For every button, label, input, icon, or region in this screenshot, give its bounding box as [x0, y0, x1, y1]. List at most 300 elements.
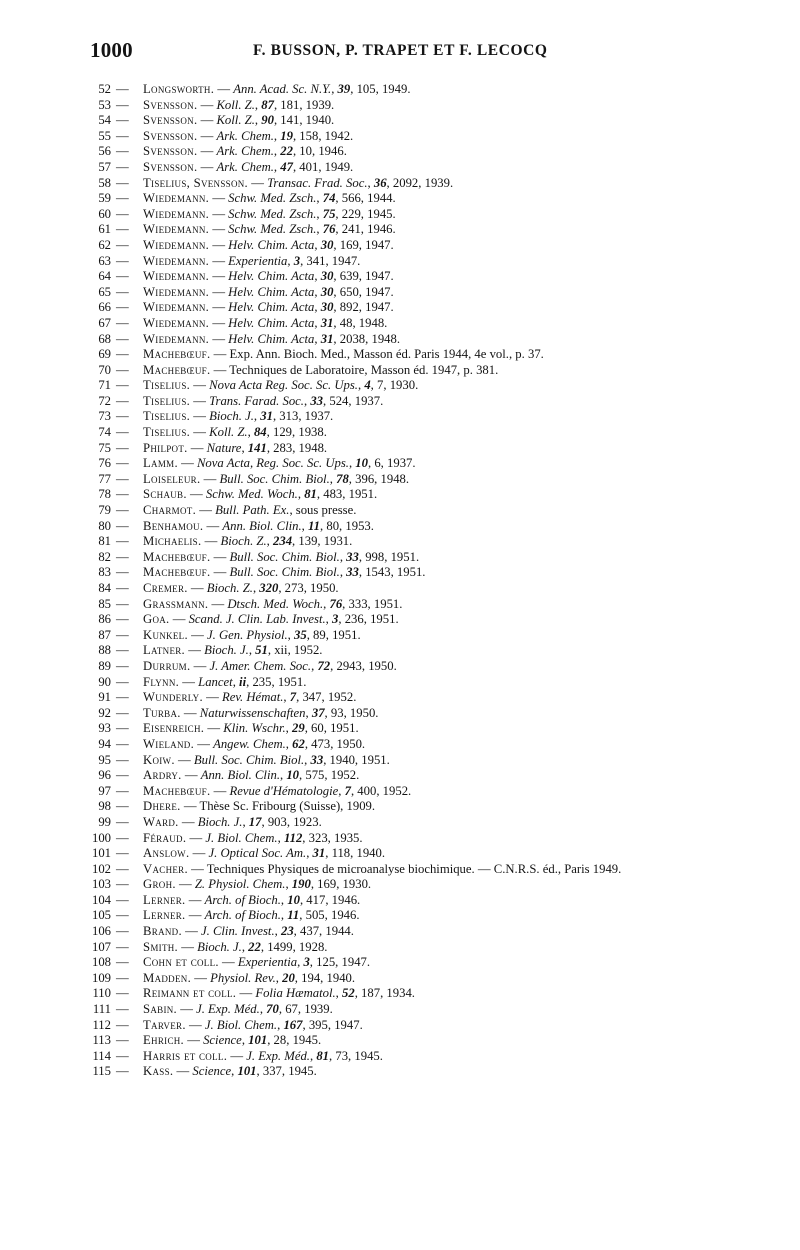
reference-pages-year: 341, 1947.: [306, 253, 361, 268]
reference-author: Grassmann.: [143, 596, 209, 611]
reference-author: Machebœuf.: [143, 362, 211, 377]
reference-volume: 30: [320, 300, 334, 315]
reference-volume: 29: [292, 721, 305, 736]
dash-separator: —: [116, 939, 129, 954]
reference-pages-year: 10, 1946.: [299, 144, 347, 159]
reference-journal: Nature: [206, 440, 242, 455]
reference-entry: 80 — Benhamou. — Ann. Biol. Clin., 11, 80, 1953.: [86, 519, 766, 535]
reference-journal: Bioch. J.: [197, 939, 242, 954]
dash-separator: —: [116, 1033, 129, 1048]
dash-separator: —: [116, 814, 129, 829]
reference-journal: Transac. Frad. Soc.: [267, 175, 368, 190]
reference-entry: 102 — Vacher. — Techniques Physiques de microanalyse biochimique. — C.N.R.S. éd., Paris 1949.: [86, 862, 766, 878]
reference-pages-year: 1940, 1951.: [329, 752, 390, 767]
reference-number: 107: [91, 939, 111, 954]
reference-pages-year: 417, 1946.: [306, 892, 361, 907]
dash-separator: —: [116, 721, 129, 736]
dash-separator: —: [116, 970, 129, 985]
dash-separator: —: [116, 237, 129, 252]
reference-volume: 31: [320, 331, 334, 346]
reference-pages-year: xii, 1952.: [274, 643, 323, 658]
reference-journal: Bull. Soc. Chim. Biol.: [229, 549, 340, 564]
dash-separator: —: [116, 347, 129, 362]
reference-number: 86: [98, 612, 111, 627]
reference-pages-year: 6, 1937.: [374, 456, 416, 471]
reference-author: Madden.: [143, 970, 192, 985]
reference-journal: Bioch. Z.: [206, 581, 253, 595]
reference-volume: 112: [283, 830, 303, 845]
reference-volume: 11: [287, 908, 300, 923]
reference-number: 56: [98, 144, 111, 159]
reference-volume: 76: [322, 222, 336, 237]
reference-volume: 35: [294, 627, 307, 642]
reference-number: 113: [92, 1033, 111, 1048]
reference-entry: 97 — Machebœuf. — Revue d'Hématologie, 7, 400, 1952.: [86, 784, 766, 800]
dash-separator: —: [116, 331, 129, 346]
reference-journal: Arch. of Bioch.: [204, 892, 281, 907]
reference-journal: Physiol. Rev.: [210, 970, 276, 985]
reference-volume: 33: [310, 393, 324, 408]
reference-entry: 57 — Svensson. — Ark. Chem., 47, 401, 1949.: [86, 160, 766, 176]
reference-author: Flynn.: [143, 674, 180, 689]
reference-volume: 47: [280, 159, 293, 174]
dash-separator: —: [116, 1002, 129, 1017]
reference-entry: 75 — Philpot. — Nature, 141, 283, 1948.: [86, 441, 766, 457]
reference-number: 55: [98, 128, 111, 143]
reference-entry: 100 — Féraud. — J. Biol. Chem., 112, 323, 1935.: [86, 831, 766, 847]
reference-entry: 76 — Lamm. — Nova Acta, Reg. Soc. Sc. Ups., 10, 6, 1937.: [86, 456, 766, 472]
dash-separator: —: [116, 269, 129, 284]
reference-entry: 56 — Svensson. — Ark. Chem., 22, 10, 1946.: [86, 144, 766, 160]
reference-author: Wunderly.: [143, 690, 203, 705]
reference-journal: Koll. Z.: [216, 97, 255, 112]
reference-volume: 17: [248, 814, 262, 829]
reference-author: Dhere.: [143, 799, 181, 814]
reference-entry: 85 — Grassmann. — Dtsch. Med. Woch., 76, 333, 1951.: [86, 597, 766, 613]
reference-journal: J. Exp. Méd.: [246, 1048, 310, 1063]
reference-number: 71: [98, 378, 111, 393]
dash-separator: —: [116, 378, 129, 393]
reference-pages-year: 48, 1948.: [339, 315, 388, 330]
dash-separator: —: [116, 581, 129, 595]
reference-volume: 72: [317, 658, 331, 673]
reference-number: 89: [98, 658, 111, 673]
reference-journal: Ann. Biol. Clin.: [200, 768, 280, 783]
dash-separator: —: [116, 892, 129, 907]
reference-volume: 10: [355, 456, 368, 471]
reference-journal: Science: [192, 1064, 232, 1079]
reference-number: 75: [98, 440, 111, 455]
reference-pages-year: 401, 1949.: [299, 159, 354, 174]
reference-journal: Experientia: [228, 253, 288, 268]
dash-separator: —: [116, 315, 129, 330]
reference-pages-year: 483, 1951.: [323, 487, 378, 502]
dash-separator: —: [116, 534, 129, 549]
reference-number: 96: [98, 768, 111, 783]
dash-separator: —: [116, 846, 129, 861]
reference-pages-year: 566, 1944.: [341, 191, 396, 206]
reference-number: 101: [91, 846, 111, 861]
reference-author: Tarver.: [143, 1017, 186, 1032]
reference-number: 76: [98, 456, 111, 471]
dash-separator: —: [116, 924, 129, 939]
reference-pages-year: 125, 1947.: [316, 955, 371, 970]
reference-author: Schaub.: [143, 487, 187, 502]
reference-volume: 234: [273, 534, 293, 549]
reference-pages-year: 181, 1939.: [280, 97, 335, 112]
reference-journal: Helv. Chim. Acta: [228, 331, 315, 346]
reference-entry: 74 — Tiselius. — Koll. Z., 84, 129, 1938.: [86, 425, 766, 441]
reference-volume: 78: [336, 471, 349, 486]
reference-pages-year: 241, 1946.: [341, 222, 396, 237]
reference-author: Groh.: [143, 877, 176, 892]
reference-volume: 7: [344, 783, 351, 798]
reference-volume: 75: [322, 206, 336, 221]
reference-pages-year: 396, 1948.: [355, 471, 410, 486]
reference-journal: Bioch. J.: [197, 814, 243, 829]
dash-separator: —: [116, 284, 129, 299]
reference-volume: 31: [260, 409, 273, 424]
dash-separator: —: [116, 1017, 129, 1032]
reference-entry: 99 — Ward. — Bioch. J., 17, 903, 1923.: [86, 815, 766, 831]
reference-entry: 107 — Smith. — Bioch. J., 22, 1499, 1928.: [86, 940, 766, 956]
reference-author: Wiedemann.: [143, 284, 210, 299]
dash-separator: —: [116, 113, 129, 128]
reference-number: 105: [91, 908, 111, 923]
reference-entry: 89 — Durrum. — J. Amer. Chem. Soc., 72, 2943, 1950.: [86, 659, 766, 675]
reference-number: 59: [98, 191, 111, 206]
dash-separator: —: [116, 487, 129, 502]
reference-entry: 96 — Ardry. — Ann. Biol. Clin., 10, 575, 1952.: [86, 768, 766, 784]
reference-author: Turba.: [143, 705, 181, 720]
reference-number: 106: [91, 924, 111, 939]
reference-pages-year: 313, 1937.: [279, 409, 334, 424]
reference-number: 70: [98, 362, 111, 377]
reference-number: 112: [92, 1017, 111, 1032]
dash-separator: —: [116, 300, 129, 315]
reference-volume: 33: [310, 752, 324, 767]
reference-pages-year: 141, 1940.: [280, 113, 335, 128]
reference-volume: 51: [255, 643, 268, 658]
dash-separator: —: [116, 955, 129, 970]
reference-pages-year: 1499, 1928.: [267, 939, 328, 954]
reference-journal: Naturwissenschaften: [199, 705, 306, 720]
reference-entry: 106 — Brand. — J. Clin. Invest., 23, 437, 1944.: [86, 924, 766, 940]
reference-number: 57: [98, 159, 111, 174]
reference-entry: 67 — Wiedemann. — Helv. Chim. Acta, 31, 48, 1948.: [86, 316, 766, 332]
reference-pages-year: 273, 1950.: [284, 581, 339, 595]
reference-entry: 91 — Wunderly. — Rev. Hémat., 7, 347, 1952.: [86, 690, 766, 706]
reference-author: Machebœuf.: [143, 347, 211, 362]
reference-author: Wiedemann.: [143, 269, 210, 284]
reference-journal: Experientia: [237, 955, 298, 970]
dash-separator: —: [116, 861, 129, 876]
reference-author: Machebœuf.: [143, 783, 211, 798]
reference-volume: 19: [280, 128, 293, 143]
reference-pages-year: 158, 1942.: [299, 128, 354, 143]
reference-entry: 68 — Wiedemann. — Helv. Chim. Acta, 31, 2038, 1948.: [86, 332, 766, 348]
dash-separator: —: [116, 222, 129, 237]
reference-journal: Helv. Chim. Acta: [228, 284, 315, 299]
reference-number: 93: [98, 721, 111, 736]
reference-volume: 76: [329, 596, 343, 611]
reference-volume: 101: [237, 1064, 257, 1079]
reference-volume: 22: [248, 939, 261, 954]
reference-number: 72: [98, 393, 111, 408]
reference-author: Charmot.: [143, 503, 197, 518]
reference-volume: 39: [337, 82, 351, 96]
reference-volume: 22: [280, 144, 293, 159]
reference-number: 83: [98, 565, 111, 580]
reference-number: 91: [98, 690, 111, 705]
dash-separator: —: [116, 565, 129, 580]
page-number: 1000: [90, 38, 133, 62]
reference-number: 58: [98, 175, 111, 190]
reference-pages-year: 67, 1939.: [285, 1002, 333, 1017]
reference-number: 87: [98, 627, 111, 642]
reference-number: 54: [98, 113, 111, 128]
reference-journal: Bull. Path. Ex.: [215, 503, 290, 518]
reference-number: 74: [98, 425, 111, 440]
dash-separator: —: [116, 191, 129, 206]
reference-pages-year: 2943, 1950.: [336, 658, 397, 673]
reference-volume: 167: [283, 1017, 303, 1032]
reference-entry: 103 — Groh. — Z. Physiol. Chem., 190, 169, 1930.: [86, 877, 766, 893]
reference-text: Exp. Ann. Bioch. Med., Masson éd. Paris 1944, 4e vol., p. 37.: [229, 347, 544, 362]
reference-number: 111: [92, 1002, 111, 1017]
reference-entry: 93 — Eisenreich. — Klin. Wschr., 29, 60, 1951.: [86, 721, 766, 737]
reference-number: 64: [98, 269, 111, 284]
reference-journal: Schw. Med. Woch.: [205, 487, 298, 502]
reference-entry: 82 — Machebœuf. — Bull. Soc. Chim. Biol., 33, 998, 1951.: [86, 550, 766, 566]
reference-pages-year: 575, 1952.: [305, 768, 360, 783]
reference-pages-year: 129, 1938.: [272, 425, 327, 440]
reference-author: Latner.: [143, 643, 186, 658]
reference-author: Durrum.: [143, 658, 191, 673]
reference-number: 73: [98, 409, 111, 424]
reference-journal: Ark. Chem.: [216, 144, 274, 159]
dash-separator: —: [116, 362, 129, 377]
reference-pages-year: 118, 1940.: [331, 846, 386, 861]
reference-journal: Ann. Acad. Sc. N.Y.: [233, 82, 332, 96]
dash-separator: —: [116, 128, 129, 143]
reference-number: 66: [98, 300, 111, 315]
reference-author: Philpot.: [143, 440, 188, 455]
reference-entry: 83 — Machebœuf. — Bull. Soc. Chim. Biol., 33, 1543, 1951.: [86, 565, 766, 581]
reference-entry: 52 — Longsworth. — Ann. Acad. Sc. N.Y., 39, 105, 1949.: [86, 82, 766, 98]
reference-journal: J. Gen. Physiol.: [206, 627, 288, 642]
reference-author: Cremer.: [143, 581, 188, 595]
reference-author: Vacher.: [143, 861, 188, 876]
reference-author: Benhamou.: [143, 518, 204, 533]
reference-number: 104: [91, 892, 111, 907]
reference-author: Tiselius.: [143, 425, 191, 440]
reference-volume: 90: [261, 113, 274, 128]
reference-volume: 62: [292, 736, 305, 751]
reference-volume: 33: [346, 549, 359, 564]
reference-entry: 58 — Tiselius, Svensson. — Transac. Frad. Soc., 36, 2092, 1939.: [86, 176, 766, 192]
reference-journal: J. Biol. Chem.: [204, 1017, 278, 1032]
reference-author: Harris et coll.: [143, 1048, 228, 1063]
reference-text: Thèse Sc. Fribourg (Suisse), 1909.: [199, 799, 376, 814]
reference-entry: 86 — Goa. — Scand. J. Clin. Lab. Invest., 3, 236, 1951.: [86, 612, 766, 628]
dash-separator: —: [116, 440, 129, 455]
reference-number: 60: [98, 206, 111, 221]
reference-entry: 114 — Harris et coll. — J. Exp. Méd., 81, 73, 1945.: [86, 1049, 766, 1065]
reference-number: 78: [98, 487, 111, 502]
reference-pages-year: 105, 1949.: [356, 82, 411, 96]
reference-journal: Klin. Wschr.: [223, 721, 286, 736]
reference-entry: 90 — Flynn. — Lancet, ii, 235, 1951.: [86, 675, 766, 691]
reference-author: Kunkel.: [143, 627, 188, 642]
reference-author: Loiseleur.: [143, 471, 201, 486]
reference-author: Svensson.: [143, 128, 198, 143]
dash-separator: —: [116, 97, 129, 112]
reference-author: Wiedemann.: [143, 300, 210, 315]
reference-pages-year: 333, 1951.: [348, 596, 403, 611]
reference-number: 102: [91, 861, 111, 876]
reference-journal: Schw. Med. Zsch.: [228, 206, 317, 221]
reference-pages-year: 395, 1947.: [308, 1017, 363, 1032]
reference-pages-year: 73, 1945.: [335, 1048, 383, 1063]
reference-number: 68: [98, 331, 111, 346]
reference-entry: 81 — Michaelis. — Bioch. Z., 234, 139, 1931.: [86, 534, 766, 550]
reference-journal: Ann. Biol. Clin.: [222, 518, 302, 533]
dash-separator: —: [116, 690, 129, 705]
reference-number: 53: [98, 97, 111, 112]
reference-journal: Angew. Chem.: [213, 736, 286, 751]
reference-journal: Helv. Chim. Acta: [228, 269, 315, 284]
reference-volume: 20: [282, 970, 295, 985]
dash-separator: —: [116, 612, 129, 627]
reference-volume: 7: [289, 690, 297, 705]
reference-number: 109: [91, 970, 111, 985]
reference-volume: 84: [253, 425, 267, 440]
reference-volume: 3: [303, 955, 310, 970]
dash-separator: —: [116, 643, 129, 658]
reference-volume: 3: [332, 612, 339, 627]
reference-entry: 61 — Wiedemann. — Schw. Med. Zsch., 76, 241, 1946.: [86, 222, 766, 238]
reference-number: 77: [98, 471, 111, 486]
reference-number: 99: [98, 814, 111, 829]
reference-entry: 71 — Tiselius. — Nova Acta Reg. Soc. Sc. Ups., 4, 7, 1930.: [86, 378, 766, 394]
reference-volume: 10: [287, 892, 300, 907]
reference-journal: Helv. Chim. Acta: [228, 315, 315, 330]
reference-pages-year: 2038, 1948.: [339, 331, 401, 346]
reference-pages-year: 524, 1937.: [329, 393, 384, 408]
reference-journal: Helv. Chim. Acta: [228, 237, 315, 252]
reference-volume: 36: [373, 175, 387, 190]
reference-volume: ii: [239, 674, 247, 689]
reference-number: 115: [92, 1064, 111, 1079]
dash-separator: —: [116, 830, 129, 845]
reference-journal: Ark. Chem.: [216, 159, 274, 174]
reference-volume: 101: [248, 1033, 268, 1048]
dash-separator: —: [116, 456, 129, 471]
reference-pages-year: 347, 1952.: [302, 690, 357, 705]
reference-entry: 84 — Cremer. — Bioch. Z., 320, 273, 1950.: [86, 581, 766, 597]
reference-number: 82: [98, 549, 111, 564]
dash-separator: —: [116, 393, 129, 408]
reference-author: Ward.: [143, 814, 179, 829]
dash-separator: —: [116, 908, 129, 923]
reference-pages-year: 229, 1945.: [341, 206, 396, 221]
reference-author: Wiedemann.: [143, 331, 210, 346]
dash-separator: —: [116, 175, 129, 190]
dash-separator: —: [116, 409, 129, 424]
dash-separator: —: [116, 596, 129, 611]
reference-number: 92: [98, 705, 111, 720]
reference-pages-year: 1543, 1951.: [365, 565, 426, 580]
reference-journal: Bioch. Z.: [220, 534, 267, 549]
reference-entry: 64 — Wiedemann. — Helv. Chim. Acta, 30, 639, 1947.: [86, 269, 766, 285]
reference-volume: 30: [320, 269, 334, 284]
reference-author: Wiedemann.: [143, 315, 210, 330]
reference-number: 85: [98, 596, 111, 611]
reference-entry: 104 — Lerner. — Arch. of Bioch., 10, 417, 1946.: [86, 893, 766, 909]
reference-number: 69: [98, 347, 111, 362]
reference-pages-year: 2092, 1939.: [392, 175, 454, 190]
reference-volume: 52: [342, 986, 355, 1001]
reference-entry: 79 — Charmot. — Bull. Path. Ex., sous presse.: [86, 503, 766, 519]
reference-author: Lerner.: [143, 908, 186, 923]
dash-separator: —: [116, 159, 129, 174]
dash-separator: —: [116, 253, 129, 268]
reference-entry: 112 — Tarver. — J. Biol. Chem., 167, 395, 1947.: [86, 1018, 766, 1034]
reference-journal: Trans. Farad. Soc.: [209, 393, 304, 408]
reference-author: Goa.: [143, 612, 170, 627]
reference-number: 88: [98, 643, 111, 658]
reference-author: Smith.: [143, 939, 179, 954]
reference-entry: 63 — Wiedemann. — Experientia, 3, 341, 1947.: [86, 254, 766, 270]
reference-entry: 73 — Tiselius. — Bioch. J., 31, 313, 1937.: [86, 409, 766, 425]
reference-number: 97: [98, 783, 111, 798]
reference-volume: 190: [291, 877, 311, 892]
reference-journal: Bioch. J.: [204, 643, 249, 658]
dash-separator: —: [116, 783, 129, 798]
reference-journal: Nova Acta Reg. Soc. Sc. Ups.: [209, 378, 358, 393]
reference-number: 98: [98, 799, 111, 814]
dash-separator: —: [116, 736, 129, 751]
reference-volume: 320: [259, 581, 279, 595]
dash-separator: —: [116, 82, 129, 96]
dash-separator: —: [116, 549, 129, 564]
reference-volume: 11: [308, 518, 321, 533]
reference-volume: 33: [346, 565, 359, 580]
reference-journal: Ark. Chem.: [216, 128, 274, 143]
reference-pages-year: 236, 1951.: [344, 612, 399, 627]
reference-author: Eisenreich.: [143, 721, 205, 736]
dash-separator: —: [116, 471, 129, 486]
reference-number: 114: [92, 1048, 111, 1063]
reference-pages-year: 169, 1930.: [317, 877, 372, 892]
reference-pages-year: 337, 1945.: [262, 1064, 317, 1079]
reference-journal: Bull. Soc. Chim. Biol.: [219, 471, 330, 486]
reference-volume: 30: [320, 237, 334, 252]
reference-author: Wiedemann.: [143, 237, 210, 252]
dash-separator: —: [116, 1064, 129, 1079]
running-title: F. BUSSON, P. TRAPET ET F. LECOCQ: [253, 42, 548, 59]
dash-separator: —: [116, 144, 129, 159]
reference-journal: Z. Physiol. Chem.: [194, 877, 286, 892]
reference-pages-year: 89, 1951.: [313, 627, 361, 642]
reference-entry: 78 — Schaub. — Schw. Med. Woch., 81, 483, 1951.: [86, 487, 766, 503]
reference-pages-year: 505, 1946.: [305, 908, 360, 923]
reference-author: Wiedemann.: [143, 191, 210, 206]
reference-number: 67: [98, 315, 111, 330]
dash-separator: —: [116, 768, 129, 783]
reference-number: 65: [98, 284, 111, 299]
